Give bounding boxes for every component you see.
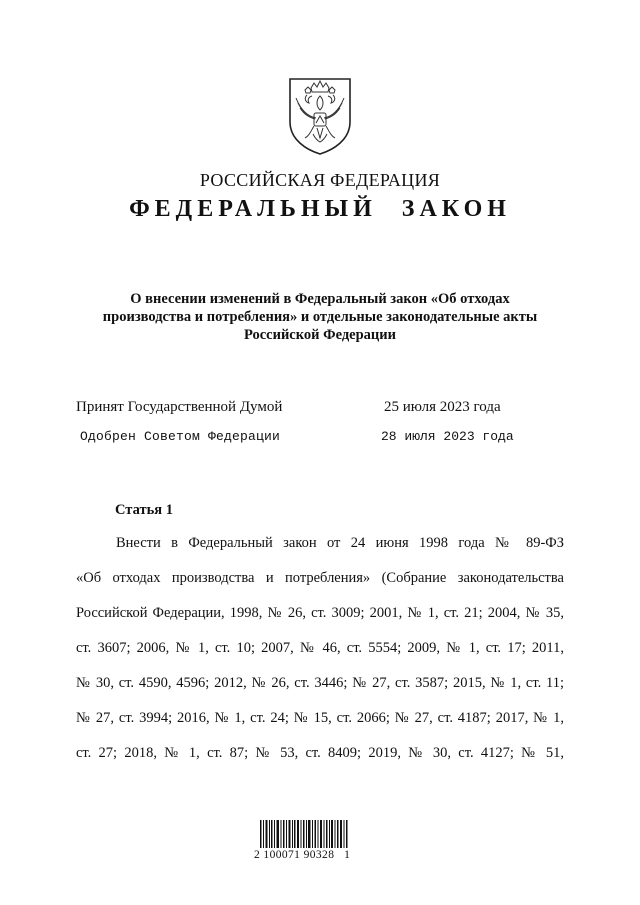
article-text-line: Внести в Федеральный закон от 24 июня 1998 года № 89-ФЗ xyxy=(116,535,564,551)
article-heading: Статья 1 xyxy=(115,502,173,518)
russian-coat-of-arms-icon xyxy=(287,76,353,156)
article-text-line: Российской Федерации, 1998, № 26, ст. 3009; 2001, № 1, ст. 21; 2004, № 35, xyxy=(76,605,564,621)
article-text-line: «Об отходах производства и потребления» (Собрание законодательства xyxy=(76,570,564,586)
article-text-line: № 27, ст. 3994; 2016, № 1, ст. 24; № 15, ст. 2066; № 27, ст. 4187; 2017, № 1, xyxy=(76,710,564,726)
article-text-line: № 30, ст. 4590, 4596; 2012, № 26, ст. 3446; № 27, ст. 3587; 2015, № 1, ст. 11; xyxy=(76,675,564,691)
law-title xyxy=(90,290,550,344)
article-text-line: ст. 3607; 2006, № 1, ст. 10; 2007, № 46, ст. 5554; 2009, № 1, ст. 17; 2011, xyxy=(76,640,564,656)
law-title-line: О внесении изменений в Федеральный закон «Об отходах xyxy=(130,291,510,307)
article-text-line: ст. 27; 2018, № 1, ст. 87; № 53, ст. 8409; 2019, № 30, ст. 4127; № 51, xyxy=(76,745,564,761)
duma-adoption-date: 25 июля 2023 года xyxy=(384,399,501,415)
barcode-number: 2 100071 90328 1 xyxy=(254,849,351,861)
council-approval-label: Одобрен Советом Федерации xyxy=(80,429,281,444)
country-heading: РОССИЙСКАЯ ФЕДЕРАЦИЯ xyxy=(199,170,441,190)
duma-adoption-label: Принят Государственной Думой xyxy=(76,399,283,415)
council-approval-date: 28 июля 2023 года xyxy=(381,429,514,444)
document-type-heading: ФЕДЕРАЛЬНЫЙ ЗАКОН xyxy=(129,196,511,222)
law-title-line: производства и потребления» и отдельные законодательные акты xyxy=(102,309,538,325)
law-title-line: Российской Федерации xyxy=(243,327,396,343)
